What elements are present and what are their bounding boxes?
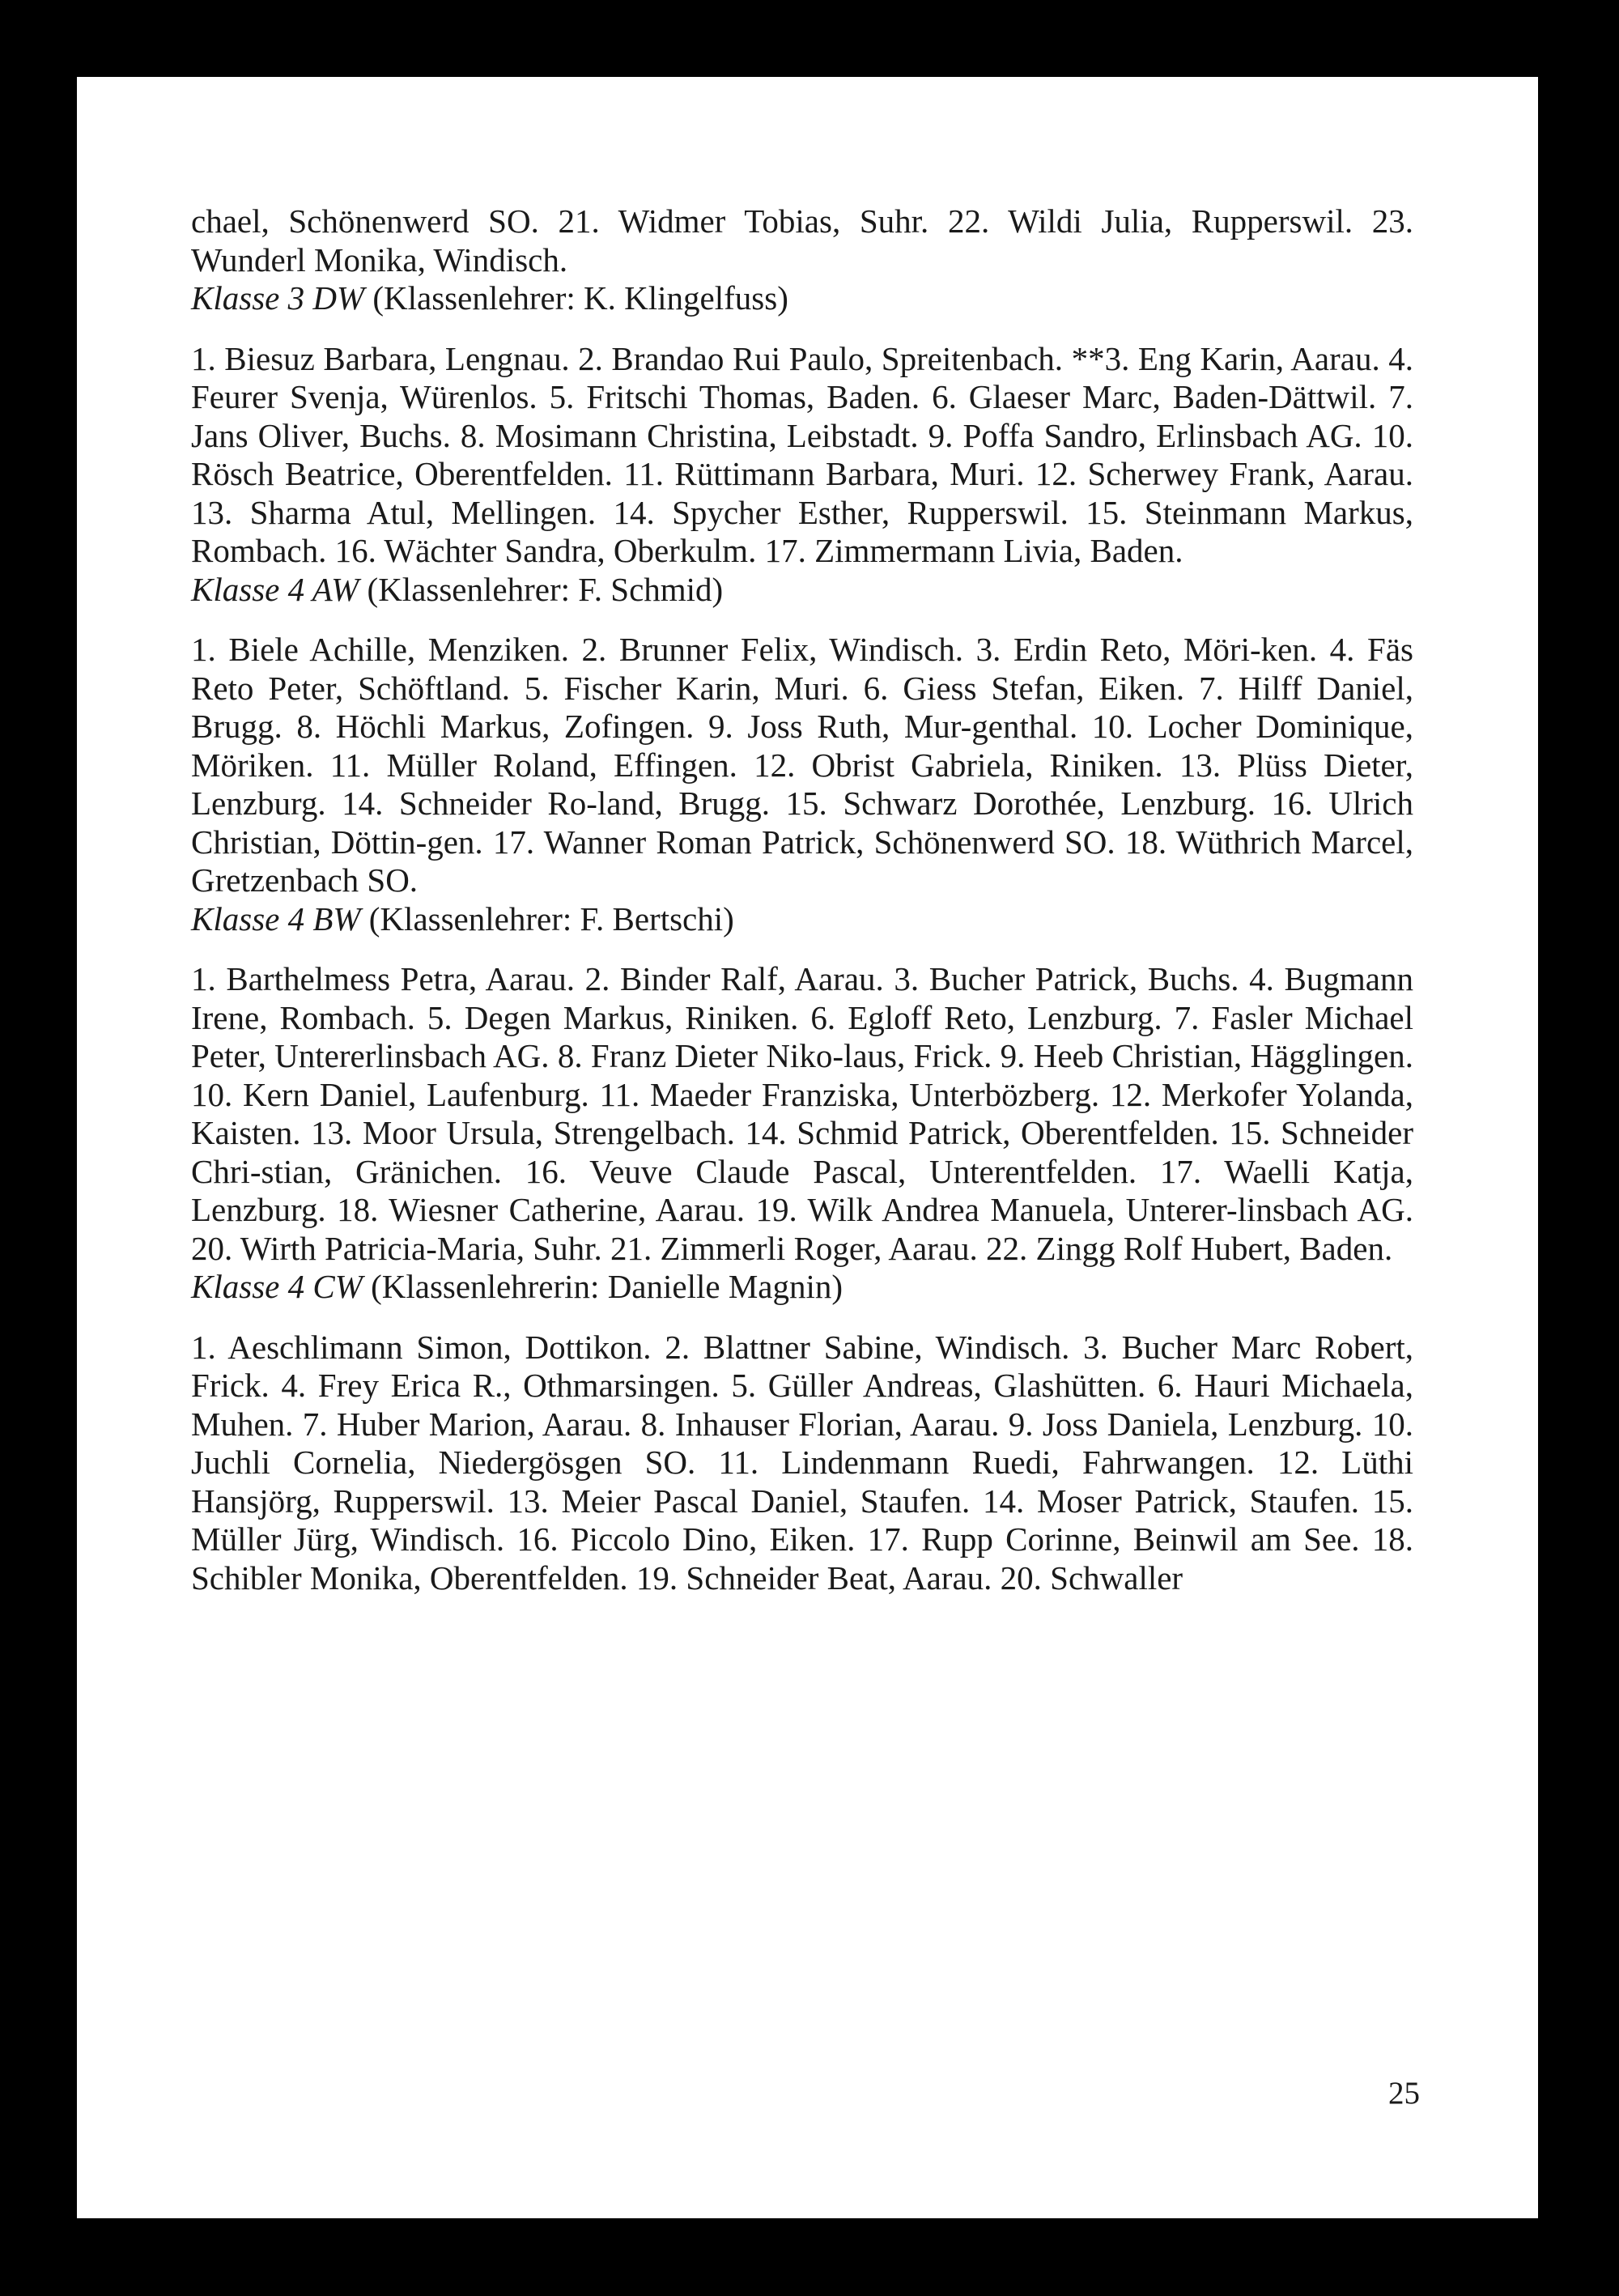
student-list-3dw: 1. Biesuz Barbara, Lengnau. 2. Brandao Rui Paulo, Spreitenbach. **3. Eng Karin, Aarau. 4. Feurer Svenja, Würenlos. 5. Fritschi Thomas, Baden. 6. Glaeser Marc, Baden-Dättwil. 7. Jans Oliver, Buchs. 8. Mosimann Christina, Leibstadt. 9. Poffa Sandro, Erlinsbach AG. 10. Rösch Beatrice, Oberentfelden. 11. Rüttimann Barbara, Muri. 12. Scherwey Frank, Aarau. 13. Sharma Atul, Mellingen. 14. Spycher Esther, Rupperswil. 15. Steinmann Markus, Rombach. 16. Wächter Sandra, Oberkulm. 17. Zimmermann Livia, Baden. [191,339,1413,569]
student-list-4bw: 1. Barthelmess Petra, Aarau. 2. Binder Ralf, Aarau. 3. Bucher Patrick, Buchs. 4. Bugmann Irene, Rombach. 5. Degen Markus, Riniken. 6. Egloff Reto, Lenzburg. 7. Fasler Michael Peter, Untererlinsbach AG. 8. Franz Dieter Niko-laus, Frick. 9. Heeb Christian, Hägglingen. 10. Kern Daniel, Laufenburg. 11. Maeder Franziska, Unterbözberg. 12. Merkofer Yolanda, Kaisten. 13. Moor Ursula, Strengelbach. 14. Schmid Patrick, Oberentfelden. 15. Schneider Chri-stian, Gränichen. 16. Veuve Claude Pascal, Unterentfelden. 17. Waelli Katja, Lenzburg. 18. Wiesner Catherine, Aarau. 19. Wilk Andrea Manuela, Unterer-linsbach AG. 20. Wirth Patricia-Maria, Suhr. 21. Zimmerli Roger, Aarau. 22. Zingg Rolf Hubert, Baden. [191,960,1413,1267]
section-heading-3dw [191,279,1413,318]
student-list-4aw: 1. Biele Achille, Menziken. 2. Brunner Felix, Windisch. 3. Erdin Reto, Möri-ken. 4. Fäs Reto Peter, Schöftland. 5. Fischer Karin, Muri. 6. Giess Stefan, Eiken. 7. Hilff Daniel, Brugg. 8. Höchli Markus, Zofingen. 9. Joss Ruth, Mur-genthal. 10. Locher Dominique, Möriken. 11. Müller Roland, Effingen. 12. Obrist Gabriela, Riniken. 13. Plüss Dieter, Lenzburg. 14. Schneider Ro-land, Brugg. 15. Schwarz Dorothée, Lenzburg. 16. Ulrich Christian, Döttin-gen. 17. Wanner Roman Patrick, Schönenwerd SO. 18. Wüthrich Marcel, Gretzenbach SO. [191,631,1413,899]
class-name: Klasse 4 BW [191,899,361,938]
class-teacher: (Klassenlehrer: F. Schmid) [367,570,724,608]
class-teacher: (Klassenlehrer: K. Klingelfuss) [372,279,788,317]
class-teacher: (Klassenlehrerin: Danielle Magnin) [371,1268,843,1305]
section-heading-4bw [191,900,1413,939]
class-name: Klasse 4 AW [191,570,359,608]
document-page [77,77,1538,2218]
class-name: Klasse 3 DW [191,279,365,317]
class-name: Klasse 4 CW [191,1268,363,1305]
section-heading-4cw [191,1268,1413,1307]
page-number: 25 [1388,2076,1420,2111]
student-list-4cw: 1. Aeschlimann Simon, Dottikon. 2. Blattner Sabine, Windisch. 3. Bucher Marc Robert, Frick. 4. Frey Erica R., Othmarsingen. 5. Güller Andreas, Glashütten. 6. Hauri Michaela, Muhen. 7. Huber Marion, Aarau. 8. Inhauser Florian, Aarau. 9. Joss Daniela, Lenzburg. 10. Juchli Cornelia, Niedergösgen SO. 11. Lindenmann Ruedi, Fahrwangen. 12. Lüthi Hansjörg, Rupperswil. 13. Meier Pascal Daniel, Staufen. 14. Moser Patrick, Staufen. 15. Müller Jürg, Windisch. 16. Piccolo Dino, Eiken. 17. Rupp Corinne, Beinwil am See. 18. Schibler Monika, Oberentfelden. 19. Schneider Beat, Aarau. 20. Schwaller [191,1328,1413,1597]
page-content [191,202,1413,1597]
section-heading-4aw [191,571,1413,610]
intro-paragraph: chael, Schönenwerd SO. 21. Widmer Tobias, Suhr. 22. Wildi Julia, Rupperswil. 23. Wunderl Monika, Windisch. [191,202,1413,278]
class-teacher: (Klassenlehrer: F. Bertschi) [368,899,734,938]
